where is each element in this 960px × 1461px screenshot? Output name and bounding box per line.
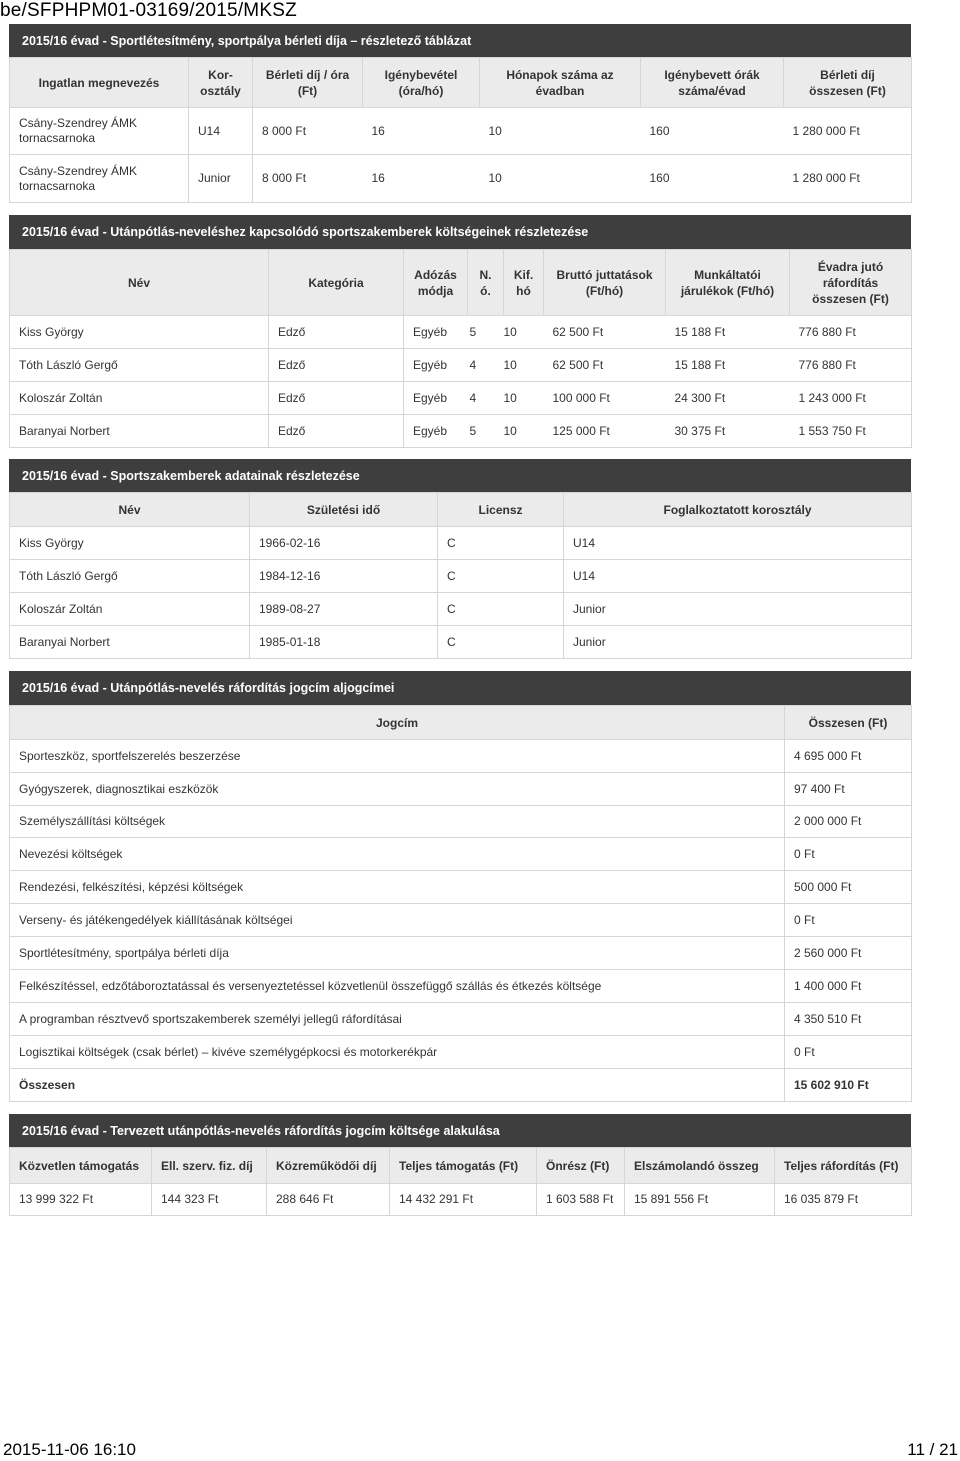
- cell: 144 323 Ft: [152, 1184, 267, 1216]
- cell: 24 300 Ft: [666, 382, 790, 415]
- col-header: Jogcím: [10, 706, 785, 740]
- section-title: 2015/16 évad - Utánpótlás-neveléshez kapcsolódó sportszakemberek költségeinek részletezése: [9, 215, 911, 249]
- cell: 30 375 Ft: [666, 415, 790, 448]
- col-header: Elszámolandó összeg: [625, 1148, 775, 1184]
- cell: 776 880 Ft: [790, 349, 912, 382]
- total-label: Összesen: [10, 1069, 785, 1102]
- cell: 2 560 000 Ft: [785, 937, 912, 970]
- table-row: [10, 382, 912, 415]
- cell: 1 603 588 Ft: [537, 1184, 625, 1216]
- cell: Baranyai Norbert: [10, 415, 269, 448]
- staff-costs-table: [9, 249, 912, 448]
- cell: 0 Ft: [785, 904, 912, 937]
- cell: 288 646 Ft: [267, 1184, 390, 1216]
- cell: 1 400 000 Ft: [785, 970, 912, 1003]
- cell: 97 400 Ft: [785, 773, 912, 806]
- section-title: 2015/16 évad - Tervezett utánpótlás-nevelés ráfordítás jogcím költsége alakulása: [9, 1114, 911, 1147]
- section-title: 2015/16 évad - Utánpótlás-nevelés ráfordítás jogcím aljogcímei: [9, 671, 911, 705]
- table-row: [10, 1184, 912, 1216]
- cell: Egyéb: [404, 382, 468, 415]
- cell: Egyéb: [404, 415, 468, 448]
- cell: 10: [480, 108, 641, 155]
- col-header: Teljes ráfordítás (Ft): [775, 1148, 912, 1184]
- table-row: [10, 527, 912, 560]
- cell: 4 350 510 Ft: [785, 1003, 912, 1036]
- table-row: [10, 593, 912, 626]
- col-header: Bérleti díj összesen (Ft): [784, 58, 912, 108]
- cell: 1 280 000 Ft: [784, 155, 912, 203]
- cell: Rendezési, felkészítési, képzési költségek: [10, 871, 785, 904]
- table-row: [10, 1036, 912, 1069]
- table-row: [10, 970, 912, 1003]
- cell: 8 000 Ft: [253, 155, 363, 203]
- cell: Junior: [564, 626, 912, 659]
- cell: Egyéb: [404, 316, 468, 349]
- col-header: Foglalkoztatott korosztály: [564, 493, 912, 527]
- cell: Személyszállítási költségek: [10, 806, 785, 838]
- cell: Sportlétesítmény, sportpálya bérleti díja: [10, 937, 785, 970]
- cell: 4 695 000 Ft: [785, 740, 912, 773]
- staff-data-table: [9, 492, 912, 659]
- cell: 125 000 Ft: [544, 415, 666, 448]
- total-row: [10, 1069, 912, 1102]
- col-header: Születési idő: [250, 493, 438, 527]
- cell: 5: [468, 415, 504, 448]
- cell: 100 000 Ft: [544, 382, 666, 415]
- document-id: be/SFPHPM01-03169/2015/MKSZ: [0, 0, 297, 21]
- table-row: [10, 937, 912, 970]
- table-header-row: [10, 493, 912, 527]
- table-row: [10, 871, 912, 904]
- cell: 1 243 000 Ft: [790, 382, 912, 415]
- cell: Edző: [269, 349, 404, 382]
- cell: Gyógyszerek, diagnosztikai eszközök: [10, 773, 785, 806]
- section-title: 2015/16 évad - Sportlétesítmény, sportpálya bérleti díja – részletező táblázat: [9, 24, 911, 57]
- col-header: Munkáltatói járulékok (Ft/hó): [666, 250, 790, 316]
- cell: Edző: [269, 316, 404, 349]
- cell: 15 891 556 Ft: [625, 1184, 775, 1216]
- cell: Junior: [564, 593, 912, 626]
- cell: 16: [363, 155, 480, 203]
- col-header: Teljes támogatás (Ft): [390, 1148, 537, 1184]
- col-header: Önrész (Ft): [537, 1148, 625, 1184]
- staff-data-section: [9, 459, 911, 659]
- cell: Felkészítéssel, edzőtáboroztatással és versenyeztetéssel közvetlenül összefüggő szállás és étkezés költsége: [10, 970, 785, 1003]
- cell: 1 280 000 Ft: [784, 108, 912, 155]
- cell: 8 000 Ft: [253, 108, 363, 155]
- cell: 10: [504, 349, 544, 382]
- staff-costs-section: [9, 215, 911, 448]
- cell: Sporteszköz, sportfelszerelés beszerzése: [10, 740, 785, 773]
- table-row: [10, 838, 912, 871]
- cell: 1984-12-16: [250, 560, 438, 593]
- cell: Koloszár Zoltán: [10, 593, 250, 626]
- col-header: Igénybevett órák száma/évad: [641, 58, 784, 108]
- table-header-row: [10, 250, 912, 316]
- col-header: Bruttó juttatások (Ft/hó): [544, 250, 666, 316]
- page-number: 11 / 21: [907, 1440, 958, 1459]
- cell: 13 999 322 Ft: [10, 1184, 152, 1216]
- cell: Kiss György: [10, 527, 250, 560]
- cell: 14 432 291 Ft: [390, 1184, 537, 1216]
- cell: U14: [564, 527, 912, 560]
- table-row: [10, 415, 912, 448]
- cell: 5: [468, 316, 504, 349]
- table-row: [10, 773, 912, 806]
- cell: 62 500 Ft: [544, 316, 666, 349]
- table-row: [10, 904, 912, 937]
- table-row: [10, 626, 912, 659]
- cell: 500 000 Ft: [785, 871, 912, 904]
- cell: 1966-02-16: [250, 527, 438, 560]
- cell: 10: [480, 155, 641, 203]
- cell: 4: [468, 349, 504, 382]
- cell: U14: [189, 108, 253, 155]
- table-header-row: [10, 1148, 912, 1184]
- cell: 15 188 Ft: [666, 349, 790, 382]
- cell: 776 880 Ft: [790, 316, 912, 349]
- col-header: Licensz: [438, 493, 564, 527]
- cell: Kiss György: [10, 316, 269, 349]
- col-header: Évadra jutó ráfordítás összesen (Ft): [790, 250, 912, 316]
- table-row: [10, 316, 912, 349]
- col-header: Név: [10, 493, 250, 527]
- col-header: Kif. hó: [504, 250, 544, 316]
- cell: 16 035 879 Ft: [775, 1184, 912, 1216]
- rental-fee-table: [9, 57, 912, 203]
- col-header: Kategória: [269, 250, 404, 316]
- cell: Baranyai Norbert: [10, 626, 250, 659]
- footer-datetime: 2015-11-06 16:10: [3, 1440, 136, 1459]
- cell: 2 000 000 Ft: [785, 806, 912, 838]
- table-row: [10, 155, 912, 203]
- cell: Logisztikai költségek (csak bérlet) – kivéve személygépkocsi és motorkerékpár: [10, 1036, 785, 1069]
- cell: 160: [641, 155, 784, 203]
- cell: 1 553 750 Ft: [790, 415, 912, 448]
- table-header-row: [10, 58, 912, 108]
- cell: Tóth László Gergő: [10, 349, 269, 382]
- col-header: Közvetlen támogatás: [10, 1148, 152, 1184]
- col-header: Közreműködői díj: [267, 1148, 390, 1184]
- cell: U14: [564, 560, 912, 593]
- col-header: Adózás módja: [404, 250, 468, 316]
- table-row: [10, 806, 912, 838]
- cell: Tóth László Gergő: [10, 560, 250, 593]
- cell: 4: [468, 382, 504, 415]
- planned-expense-section: [9, 1114, 911, 1216]
- table-header-row: [10, 706, 912, 740]
- table-row: [10, 740, 912, 773]
- expense-subcategories-section: [9, 671, 911, 1102]
- col-header: Igénybevétel (óra/hó): [363, 58, 480, 108]
- cell: A programban résztvevő sportszakemberek személyi jellegű ráfordításai: [10, 1003, 785, 1036]
- cell: 16: [363, 108, 480, 155]
- col-header: Ingatlan megnevezés: [10, 58, 189, 108]
- cell: Edző: [269, 415, 404, 448]
- col-header: Név: [10, 250, 269, 316]
- col-header: Összesen (Ft): [785, 706, 912, 740]
- cell: 160: [641, 108, 784, 155]
- cell: 10: [504, 415, 544, 448]
- col-header: Hónapok száma az évadban: [480, 58, 641, 108]
- cell: 0 Ft: [785, 838, 912, 871]
- col-header: Ell. szerv. fiz. díj: [152, 1148, 267, 1184]
- cell: 10: [504, 382, 544, 415]
- cell: C: [438, 593, 564, 626]
- total-value: 15 602 910 Ft: [785, 1069, 912, 1102]
- table-row: [10, 349, 912, 382]
- table-row: [10, 108, 912, 155]
- table-row: [10, 560, 912, 593]
- col-header: N. ó.: [468, 250, 504, 316]
- cell: Csány-Szendrey ÁMK tornacsarnoka: [10, 108, 189, 155]
- rental-fee-section: [9, 24, 911, 203]
- cell: 10: [504, 316, 544, 349]
- col-header: Bérleti díj / óra (Ft): [253, 58, 363, 108]
- cell: Verseny- és játékengedélyek kiállításának költségei: [10, 904, 785, 937]
- cell: Csány-Szendrey ÁMK tornacsarnoka: [10, 155, 189, 203]
- section-title: 2015/16 évad - Sportszakemberek adatainak részletezése: [9, 459, 911, 492]
- cell: C: [438, 560, 564, 593]
- cell: C: [438, 626, 564, 659]
- cell: Junior: [189, 155, 253, 203]
- cell: 62 500 Ft: [544, 349, 666, 382]
- cell: Edző: [269, 382, 404, 415]
- col-header: Kor- osztály: [189, 58, 253, 108]
- planned-expense-table: [9, 1147, 912, 1216]
- cell: Egyéb: [404, 349, 468, 382]
- cell: Koloszár Zoltán: [10, 382, 269, 415]
- expense-subcategories-table: [9, 705, 912, 1102]
- cell: 15 188 Ft: [666, 316, 790, 349]
- cell: 0 Ft: [785, 1036, 912, 1069]
- table-row: [10, 1003, 912, 1036]
- cell: 1985-01-18: [250, 626, 438, 659]
- cell: 1989-08-27: [250, 593, 438, 626]
- cell: C: [438, 527, 564, 560]
- cell: Nevezési költségek: [10, 838, 785, 871]
